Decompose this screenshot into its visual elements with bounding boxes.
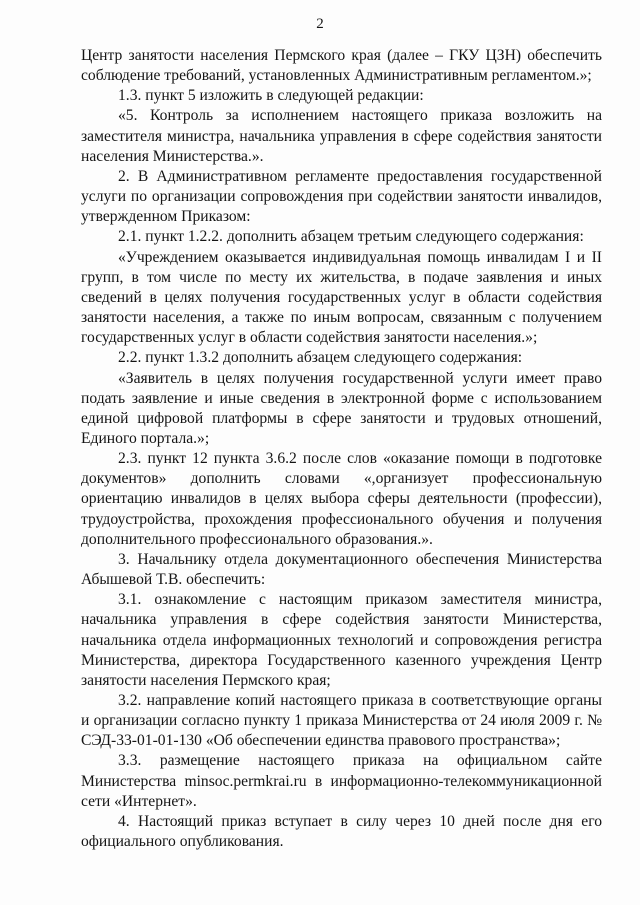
paragraph-2-3: 2.3. пункт 12 пункта 3.6.2 после слов «оказание помощи в подготовке документов» дополнить словами «,организует профессиональную ориентацию инвалидов в целях выбора сферы деятельности (профессии), трудоустройства, прохождения профессионального обучения и получения дополнительного профессионального образования.». [81,450,602,548]
paragraph-2-2: 2.2. пункт 1.3.2 дополнить абзацем следующего содержания: [118,349,523,367]
paragraph-2-1-quote: «Учреждением оказывается индивидуальная помощь инвалидам I и II групп, в том числе по месту их жительства, в подаче заявления и иных сведений в целях получения государственных услуг в области содействия занятости населения, а также по иным вопросам, связанным с получением государственных услуг в области содействия занятости населения.»; [81,248,602,347]
paragraph-2-2-quote: «Заявитель в целях получения государственной услуги имеет право подать заявление и иные сведения в электронной форме с использованием единой цифровой платформы в сфере занятости и трудовых отношений, Единого портала.»; [81,369,602,447]
paragraph-3: 3. Начальнику отдела документационного обеспечения Министерства Абышевой Т.В. обеспечить: [81,550,602,589]
page-number: 2 [316,16,324,32]
document-body [81,46,602,852]
paragraph-3-1: 3.1. ознакомление с настоящим приказом заместителя министра, начальника управления в сфере содействия занятости Министерства, начальника отдела информационных технологий и сопровождения регистра Министерства, директора Государственного казенного учреждения Центр занятости населения Пермского края; [81,591,602,689]
paragraph-2: 2. В Административном регламенте предоставления государственной услуги по организации сопровождения при содействии занятости инвалидов, утвержденном Приказом: [81,167,602,226]
paragraph-3-2: 3.2. направление копий настоящего приказа в соответствующие органы и организации согласно пункту 1 приказа Министерства от 24 июля 2009 г. № СЭД-33-01-01-130 «Об обеспечении единства правового пространства»; [81,692,602,750]
paragraph-2-1: 2.1. пункт 1.2.2. дополнить абзацем третьим следующего содержания: [118,228,584,246]
paragraph-1-3: 1.3. пункт 5 изложить в следующей редакции: [118,87,424,105]
paragraph-3-3: 3.3. размещение настоящего приказа на официальном сайте Министерства minsoc.permkrai.ru в информационно-телекоммуникационной сети «Интернет». [81,752,602,810]
paragraph-4: 4. Настоящий приказ вступает в силу через 10 дней после дня его официального опубликования. [81,812,602,851]
paragraph-continuation: Центр занятости населения Пермского края (далее – ГКУ ЦЗН) обеспечить соблюдение требований, установленных Административным регламентом.»; [81,47,602,85]
paragraph-quote-5: «5. Контроль за исполнением настоящего приказа возложить на заместителя министра, начальника управления в сфере содействия занятости населения Министерства.». [81,107,602,165]
